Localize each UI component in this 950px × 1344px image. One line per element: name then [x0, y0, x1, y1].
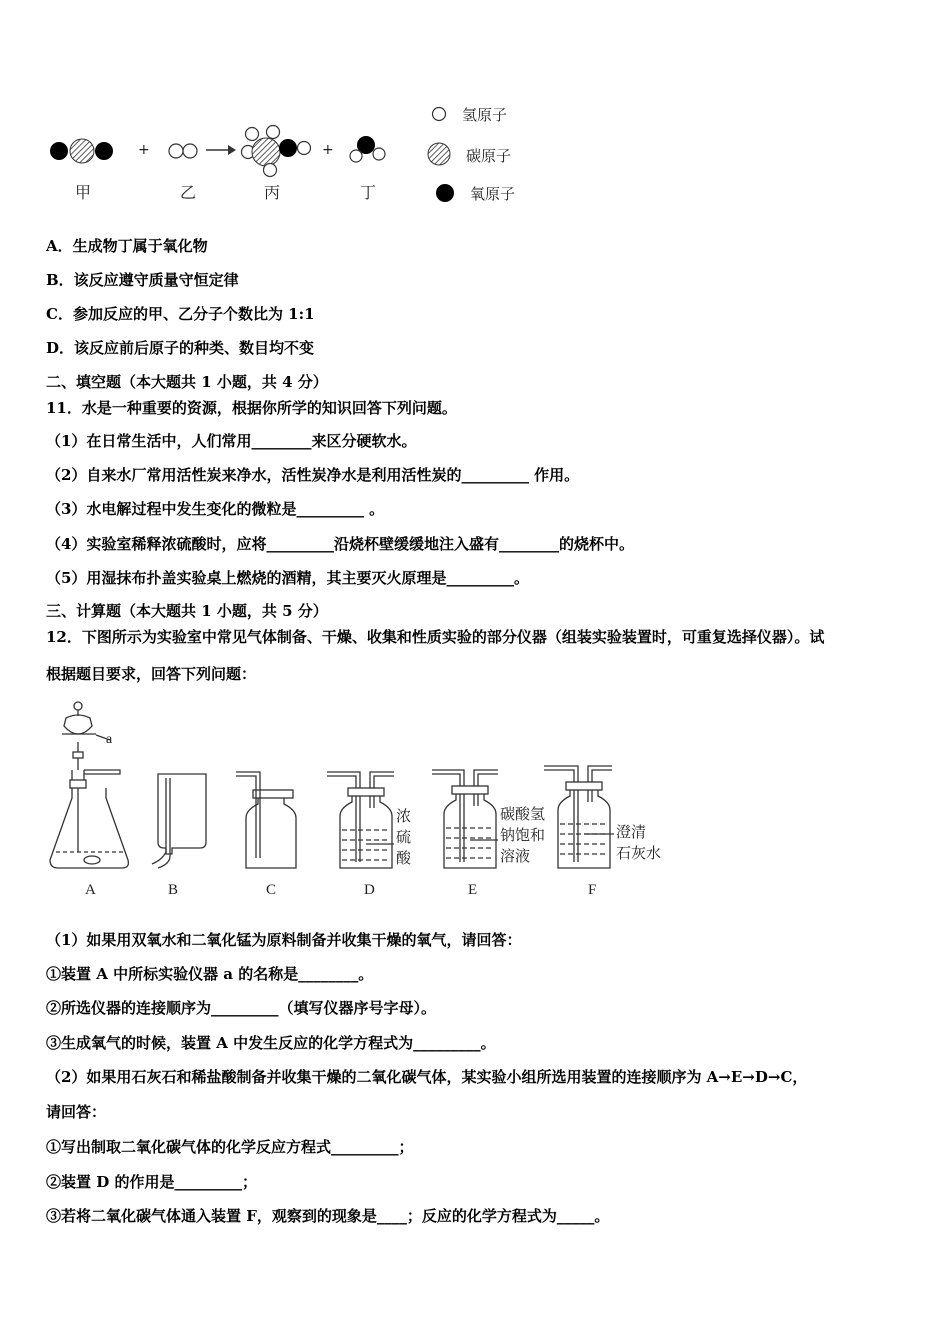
apparatus-figure — [40, 692, 700, 878]
section3-heading: 三、计算题（本大题共 1 小题，共 5 分） — [46, 602, 328, 620]
q12-part2-sub2: ②装置 D 的作用是_________； — [46, 1173, 257, 1191]
plus-sign-1: + — [138, 142, 150, 158]
option-c: C．参加反应的甲、乙分子个数比为 1:1 — [46, 305, 315, 323]
f-reagent-label: 澄清 石灰水 — [616, 823, 662, 862]
plus-sign-2: + — [322, 142, 334, 158]
q11-item-3: （3）水电解过程中发生变化的微粒是_________ 。 — [46, 500, 385, 518]
q12-part2-sub1: ①写出制取二氧化碳气体的化学反应方程式_________； — [46, 1138, 414, 1156]
oxygen-legend-icon — [436, 184, 454, 202]
label-jia: 甲 — [75, 183, 92, 202]
legend-hydrogen: 氢原子 — [462, 106, 508, 124]
label-a: A — [85, 882, 96, 898]
molecule-bing — [242, 126, 311, 177]
reaction-arrow — [206, 145, 236, 155]
option-a: A．生成物丁属于氧化物 — [46, 237, 208, 255]
question-11: 11．水是一种重要的资源，根据你所学的知识回答下列问题。 — [46, 399, 457, 417]
q12-part1-sub3: ③生成氧气的时候，装置 A 中发生反应的化学方程式为_________。 — [46, 1034, 496, 1052]
option-b: B．该反应遵守质量守恒定律 — [46, 271, 239, 289]
q12-part2-intro: （2）如果用石灰石和稀盐酸制备并收集干燥的二氧化碳气体，某实验小组所选用装置的连接顺序为 A→E→D→C， — [46, 1068, 808, 1086]
legend-oxygen: 氧原子 — [470, 185, 516, 203]
label-c: C — [266, 882, 277, 898]
apparatus-c — [236, 772, 296, 868]
option-d: D．该反应前后原子的种类、数目均不变 — [46, 339, 315, 357]
q12-part2-sub3: ③若将二氧化碳气体通入装置 F，观察到的现象是____；反应的化学方程式为_____。 — [46, 1207, 610, 1225]
label-bing: 丙 — [264, 183, 281, 202]
e-reagent-label: 碳酸氢 钠饱和 溶液 — [500, 805, 546, 865]
section2-heading: 二、填空题（本大题共 1 小题，共 4 分） — [46, 373, 328, 391]
question-12-line1: 12．下图所示为实验室中常见气体制备、干燥、收集和性质实验的部分仪器（组装实验装置时，可重复选择仪器）。试 — [46, 628, 825, 646]
label-d: D — [364, 882, 375, 898]
apparatus-a — [50, 702, 128, 868]
label-f: F — [588, 882, 597, 898]
label-b: B — [168, 882, 179, 898]
q11-item-5: （5）用湿抹布扑盖实验桌上燃烧的酒精，其主要灭火原理是_________。 — [46, 569, 529, 587]
legend-carbon: 碳原子 — [466, 147, 512, 165]
marker-a: a — [106, 732, 113, 747]
molecule-yi — [169, 144, 197, 158]
q12-part2-prompt: 请回答： — [46, 1103, 107, 1121]
label-e: E — [468, 882, 478, 898]
apparatus-b — [152, 774, 206, 868]
apparatus-f — [544, 766, 614, 868]
q12-part1-sub1: ①装置 A 中所标实验仪器 a 的名称是________。 — [46, 965, 374, 983]
molecule-ding — [350, 136, 385, 162]
question-12-line2: 根据题目要求，回答下列问题： — [46, 665, 257, 683]
d-reagent-label: 浓 硫 酸 — [396, 807, 412, 867]
molecule-jia — [50, 139, 113, 163]
q12-part1-intro: （1）如果用双氧水和二氧化锰为原料制备并收集干燥的氧气，请回答： — [46, 931, 522, 949]
apparatus-d — [327, 772, 394, 868]
q11-item-1: （1）在日常生活中，人们常用________来区分硬软水。 — [46, 432, 417, 450]
label-ding: 丁 — [360, 183, 377, 202]
q11-item-4: （4）实验室稀释浓硫酸时，应将_________沿烧杯壁缓缓地注入盛有________的烧杯中。 — [46, 535, 634, 553]
apparatus-e — [432, 770, 498, 868]
carbon-legend-icon — [428, 143, 450, 165]
q11-item-2: （2）自来水厂常用活性炭来净水，活性炭净水是利用活性炭的_________ 作用。 — [46, 466, 580, 484]
reaction-diagram — [40, 100, 460, 210]
q12-part1-sub2: ②所选仪器的连接顺序为_________（填写仪器序号字母）。 — [46, 999, 437, 1017]
label-yi: 乙 — [180, 183, 197, 202]
hydrogen-legend-icon — [433, 108, 446, 121]
